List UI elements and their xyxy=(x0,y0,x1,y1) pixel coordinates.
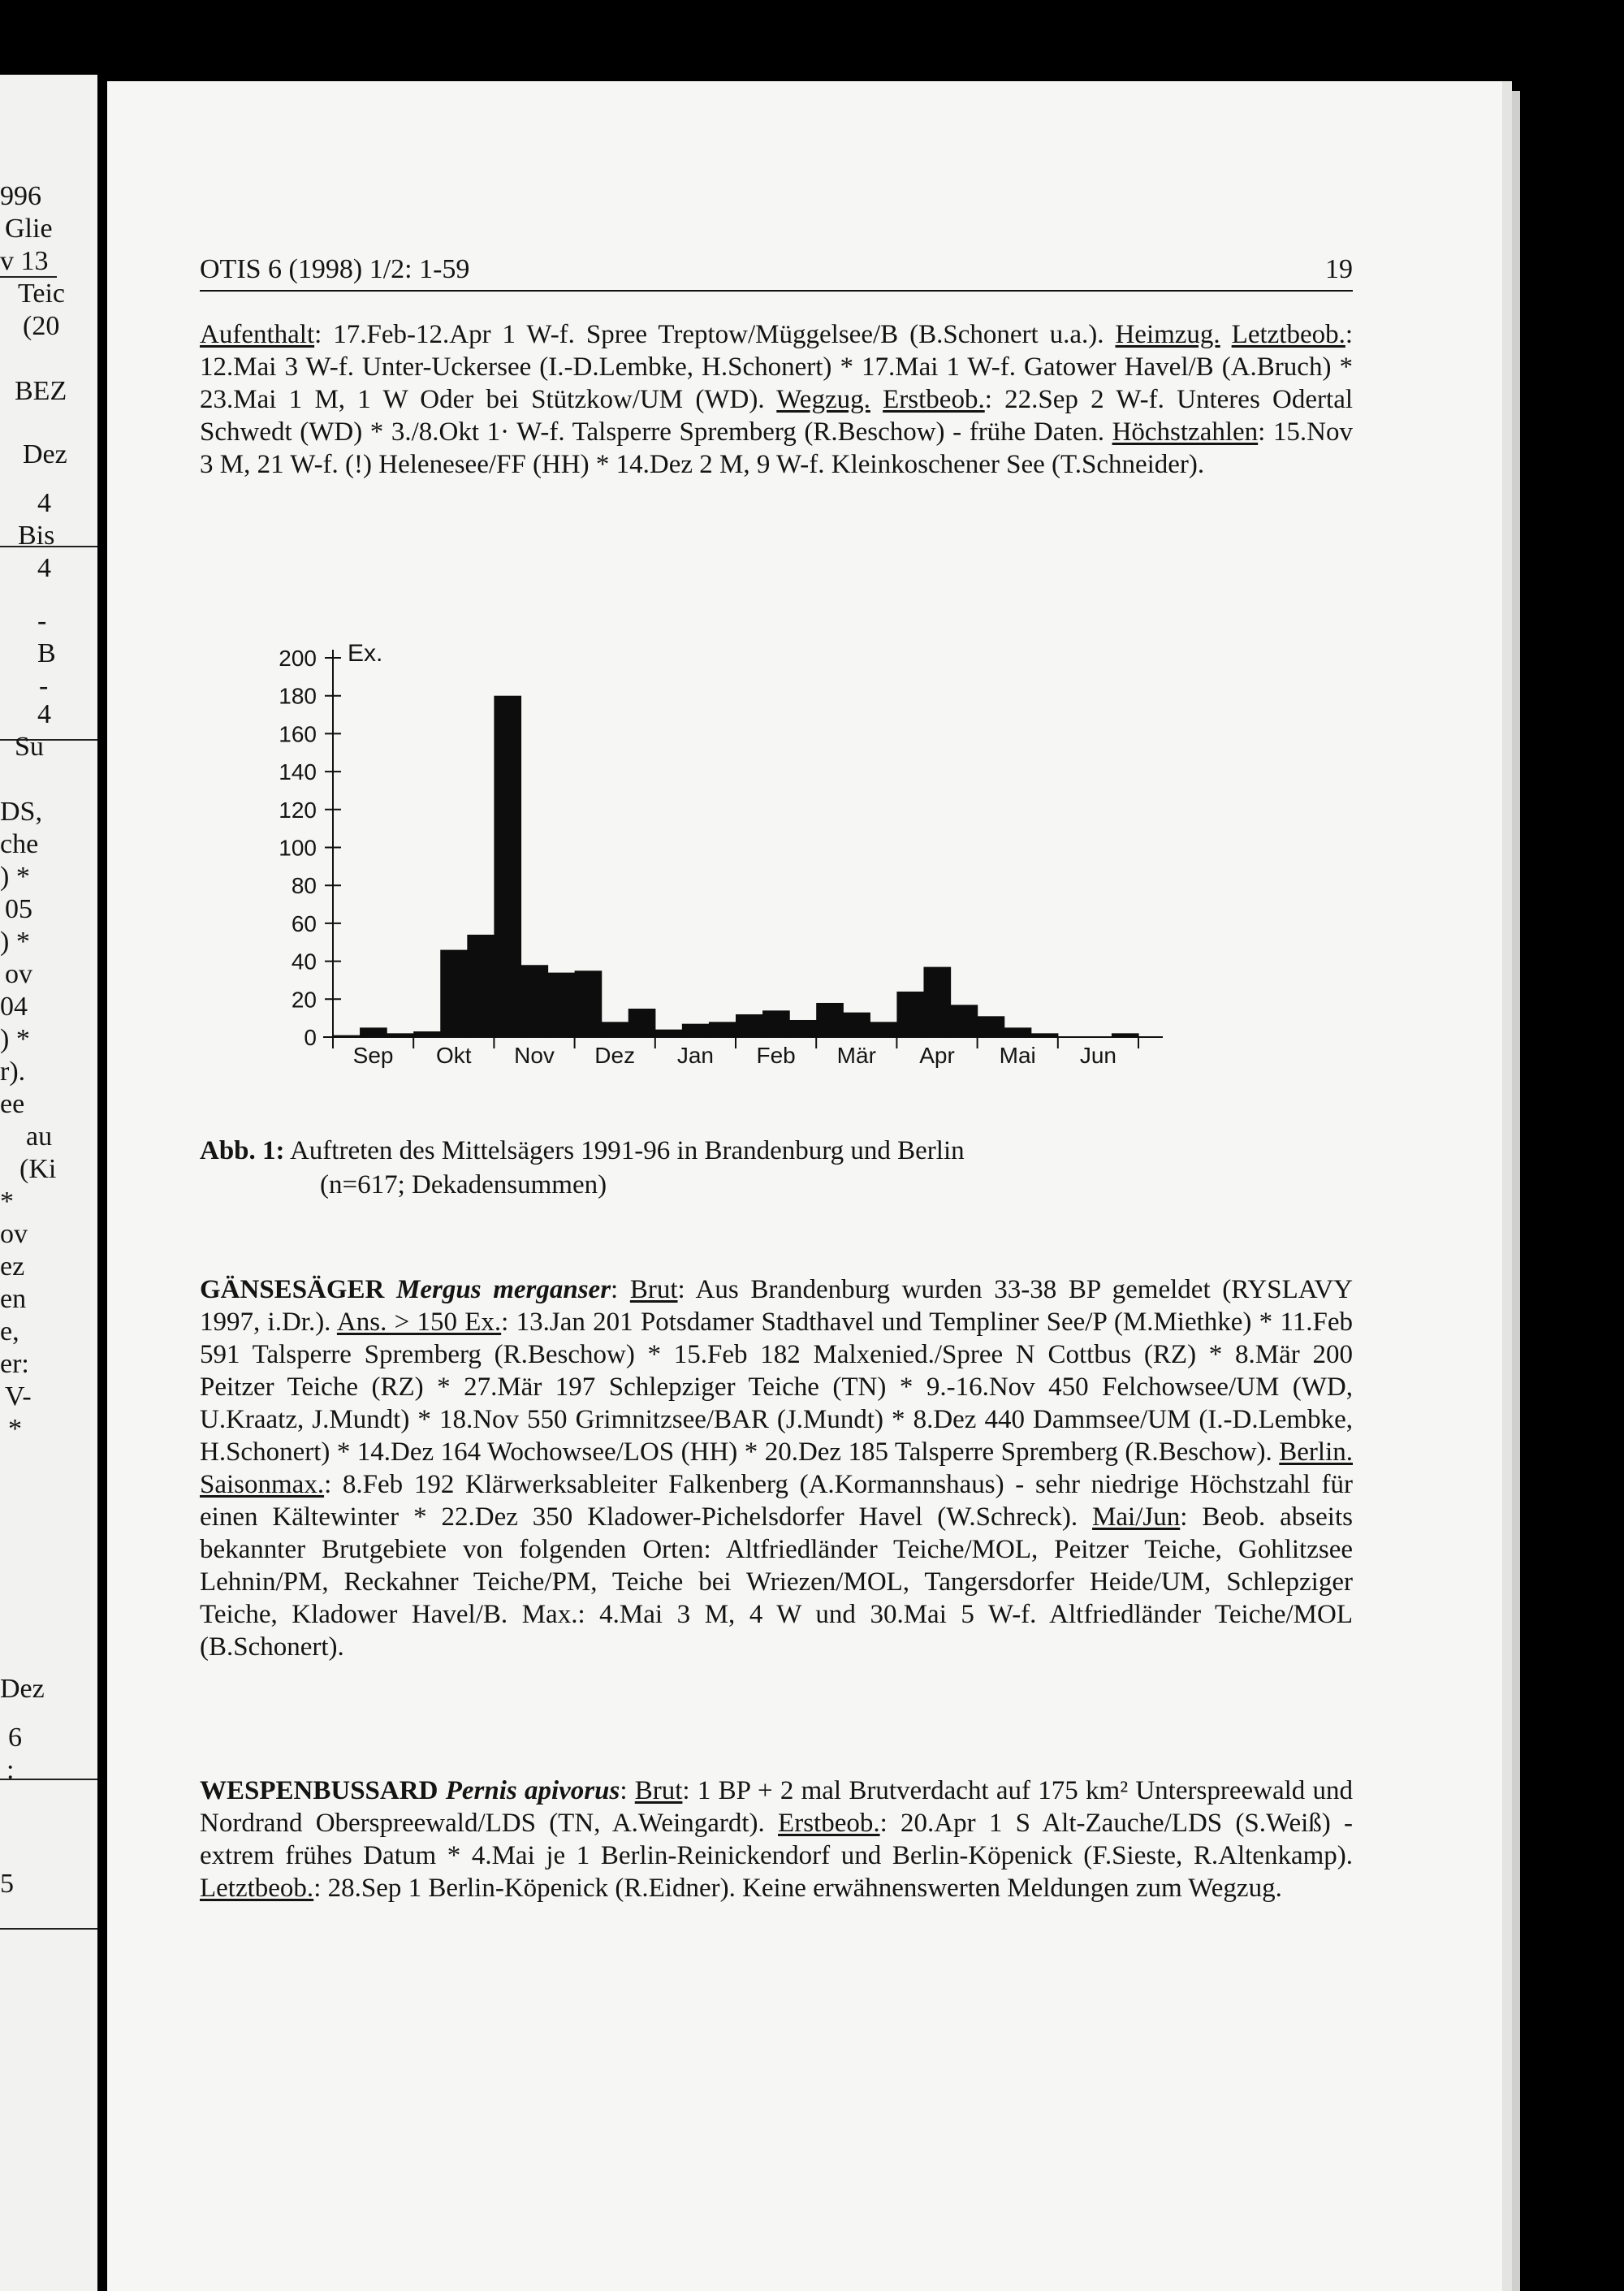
left-page-text-fragment: ov xyxy=(0,1219,28,1249)
left-page-text-fragment: ) * xyxy=(0,862,30,892)
left-page-text-fragment: : xyxy=(6,1755,15,1785)
journal-citation: OTIS 6 (1998) 1/2: 1-59 xyxy=(200,254,470,284)
text-maijun: : Beob. abseits bekannter Brutgebiete von folgenden Orten: Altfriedländer Teiche/MOL, Peitzer Teiche, Gohlitzsee Lehnin/PM, Reckahner Teiche/PM, Teiche bei Wriezen/MOL, Tangersdorfer Heide/UM, Schlepziger Teiche, Kladower Havel/B. Max.: 4.Mai 3 M, 4 W und 30.Mai 5 W-f. Altfriedländer Teiche/MOL (B.Schonert). xyxy=(200,1502,1353,1662)
chart-bar xyxy=(870,1022,897,1037)
y-tick-label: 20 xyxy=(291,987,317,1013)
label-brut: Brut xyxy=(629,1275,678,1304)
left-page-text-fragment: 4 xyxy=(37,699,51,729)
chart-bar xyxy=(602,1022,629,1037)
label-ans: Ans. > 150 Ex. xyxy=(336,1308,502,1337)
chart-bar xyxy=(575,970,603,1037)
x-tick-label: Nov xyxy=(514,1043,555,1068)
chart-bar xyxy=(494,696,521,1037)
y-tick-label: 60 xyxy=(291,910,317,936)
y-tick-label: 40 xyxy=(291,949,317,975)
text-ans: : 13.Jan 201 Potsdamer Stadthavel und Templiner See/P (M.Miethke) * 11.Feb 591 Talsperre Spremberg (R.Beschow) * 15.Feb 182 Malxenied./Spree N Cottbus (RZ) * 8.Mär 200 Peitzer Teiche (RZ) * 27.Mär 197 Schlepziger Teiche (TN) * 9.-16.Nov 450 Felchowsee/UM (WD, U.Kraatz, J.Mundt) * 18.Nov 550 Grimnitzsee/BAR (J.Mundt) * 8.Dez 440 Dammsee/UM (I.-D.Lembke, H.Schonert) * 14.Dez 164 Wochowsee/LOS (HH) * 20.Dez 185 Talsperre Spremberg (R.Beschow). xyxy=(200,1308,1353,1467)
left-page-text-fragment: 996 xyxy=(0,181,41,211)
figure-chart xyxy=(195,609,1169,1080)
text-erstbeob: : 22.Sep 2 W-f. Unteres Odertal Schwedt (WD) * 3./8.Okt 1· W-f. Talsperre Spremberg (R.Beschow) - frühe Daten. xyxy=(200,385,1354,447)
label-berlin: Berlin. xyxy=(1279,1437,1353,1467)
chart-bar xyxy=(816,1003,844,1037)
x-tick-label: Jan xyxy=(676,1043,714,1068)
header-rule xyxy=(200,290,1353,292)
left-page-text-fragment: 5 xyxy=(0,1869,14,1899)
chart-bar xyxy=(1112,1033,1139,1037)
chart-bar xyxy=(333,1035,361,1037)
running-head xyxy=(200,250,1353,289)
chart-bar xyxy=(1031,1033,1059,1037)
label-hoechstzahlen: Höchstzahlen xyxy=(1112,417,1259,447)
text-erstbeob-2: : 20.Apr 1 S Alt-Zauche/LDS (S.Weiß) - extrem frühes Datum * 4.Mai je 1 Berlin-Reinickendorf und Berlin-Köpenick (F.Sieste, R.Altenkamp). xyxy=(200,1809,1354,1870)
x-tick-label: Jun xyxy=(1079,1043,1116,1068)
label-brut-2: Brut xyxy=(634,1776,683,1805)
text-hoechstzahlen: : 15.Nov 3 M, 21 W-f. (!) Helenesee/FF (HH) * 14.Dez 2 M, 9 W-f. Kleinkoschener See (T.Schneider). xyxy=(200,417,1354,479)
left-page-text-fragment: 04 xyxy=(0,992,28,1022)
label-aufenthalt: Aufenthalt xyxy=(200,320,315,349)
left-page-text-fragment: Glie xyxy=(5,214,53,244)
label-letztbeob-2: Letztbeob. xyxy=(200,1874,314,1903)
text-brut: : Aus Brandenburg wurden 33-38 BP gemeldet (RYSLAVY 1997, i.Dr.). xyxy=(200,1275,1354,1337)
left-page-text-fragment: V- xyxy=(5,1381,32,1411)
y-tick-label: 160 xyxy=(279,721,317,747)
chart-bar xyxy=(843,1013,870,1037)
chart-bar xyxy=(923,967,951,1037)
species-name: GÄNSESÄGER xyxy=(200,1275,385,1304)
left-page-text-fragment: Su xyxy=(15,732,44,762)
species-colon: : xyxy=(611,1275,630,1304)
chart-bar xyxy=(1004,1027,1032,1037)
species-colon-2: : xyxy=(620,1776,635,1805)
chart-bar xyxy=(789,1020,817,1037)
chart-bar xyxy=(736,1014,763,1037)
left-page-text-fragment: 05 xyxy=(5,894,32,924)
left-page-text-fragment: ez xyxy=(0,1251,25,1282)
page-number: 19 xyxy=(1325,254,1353,284)
left-page-text-fragment: r). xyxy=(0,1057,26,1087)
left-page-text-fragment: au xyxy=(26,1122,53,1152)
text-brut-2: : 1 BP + 2 mal Brutverdacht auf 175 km² Unterspreewald und Nordrand Oberspreewald/LDS (TN, A.Weingardt). xyxy=(200,1776,1354,1838)
species-latin-2: Pernis apivorus xyxy=(445,1776,620,1805)
chart-bar xyxy=(655,1030,683,1037)
y-tick-label: 0 xyxy=(304,1025,317,1050)
left-page-text-fragment: 4 xyxy=(37,553,51,583)
text-saisonmax: : 8.Feb 192 Klärwerksableiter Falkenberg (A.Kormannshaus) - sehr niedrige Höchstzahl für einen Kältewinter * 22.Dez 350 Kladower-Pichelsdorfer Havel (W.Schreck). xyxy=(200,1470,1353,1532)
paragraph-wespenbussard xyxy=(200,1774,1353,1904)
left-page-text-fragment: ee xyxy=(0,1089,25,1119)
label-erstbeob: Erstbeob. xyxy=(883,385,985,414)
x-tick-label: Mai xyxy=(999,1043,1036,1068)
x-tick-label: Apr xyxy=(919,1043,955,1068)
chart-bar xyxy=(387,1033,414,1037)
left-table-rule-3 xyxy=(0,1779,97,1780)
chart-bar xyxy=(548,973,576,1037)
left-table-rule-4 xyxy=(0,1928,97,1930)
text-letztbeob: : 12.Mai 3 W-f. Unter-Uckersee (I.-D.Lembke, H.Schonert) * 17.Mai 1 W-f. Gatower Havel/B (A.Bruch) * 23.Mai 1 M, 1 W Oder bei Stützkow/UM (WD). xyxy=(200,320,1354,414)
figure-caption xyxy=(200,1134,1353,1202)
label-letztbeob: Letztbeob. xyxy=(1231,320,1345,349)
y-tick-label: 140 xyxy=(279,759,317,785)
y-tick-label: 200 xyxy=(279,646,317,671)
x-tick-label: Mär xyxy=(836,1043,876,1068)
left-page-text-fragment: (Ki xyxy=(19,1154,57,1184)
left-page-text-fragment: Bis xyxy=(18,521,55,551)
species-latin: Mergus merganser xyxy=(396,1275,611,1304)
text-aufenthalt: : 17.Feb-12.Apr 1 W-f. Spree Treptow/Müggelsee/B (B.Schonert u.a.). xyxy=(314,320,1116,349)
left-page-text-fragment: ov xyxy=(5,959,32,989)
left-page-text-fragment: BEZ xyxy=(15,376,67,406)
page-edge-back xyxy=(1512,91,1520,2291)
label-maijun: Mai/Jun xyxy=(1092,1502,1181,1532)
caption-label: Abb. 1: xyxy=(200,1136,285,1165)
left-page-text-fragment: che xyxy=(0,829,39,859)
x-tick-label: Feb xyxy=(756,1043,796,1068)
left-page-text-fragment: ) * xyxy=(0,927,30,957)
left-page-fragment xyxy=(0,75,97,2291)
y-tick-label: 120 xyxy=(279,797,317,823)
label-wegzug: Wegzug. xyxy=(776,385,870,414)
label-saisonmax: Saisonmax. xyxy=(200,1470,325,1499)
left-page-text-fragment: Dez xyxy=(0,1674,45,1704)
left-page-text-fragment: (20 xyxy=(23,311,60,341)
chart-bar xyxy=(896,992,924,1037)
left-page-text-fragment: 4 xyxy=(37,488,51,518)
y-tick-label: 100 xyxy=(279,835,317,861)
chart-bar xyxy=(628,1009,656,1037)
left-page-text-fragment: DS, xyxy=(0,797,42,827)
bar-chart xyxy=(195,609,1169,1080)
left-page-text-fragment: 6 xyxy=(8,1723,22,1753)
left-page-text-fragment: - xyxy=(39,671,49,701)
left-page-text-fragment: Dez xyxy=(23,439,67,469)
x-tick-label: Sep xyxy=(352,1043,394,1068)
page-edge xyxy=(1502,81,1512,2291)
paragraph-gaensesaeger xyxy=(200,1273,1353,1663)
chart-bar xyxy=(360,1027,387,1037)
chart-bar xyxy=(762,1010,790,1037)
chart-bar xyxy=(520,965,548,1037)
chart-bar xyxy=(682,1024,710,1037)
chart-bar xyxy=(467,935,495,1037)
caption-line-2: (n=617; Dekadensummen) xyxy=(320,1170,607,1200)
left-page-text-fragment: * xyxy=(0,1187,14,1217)
left-page-text-fragment: v 13 xyxy=(0,246,49,276)
y-tick-label: 80 xyxy=(291,873,317,899)
chart-bar xyxy=(413,1031,441,1037)
left-page-text-fragment: * xyxy=(8,1414,22,1444)
x-tick-label: Dez xyxy=(594,1043,636,1068)
left-page-text-fragment: Teic xyxy=(18,279,66,309)
paragraph-mittelsaeger-continued xyxy=(200,318,1353,481)
chart-bar xyxy=(978,1016,1005,1037)
left-page-text-fragment: er: xyxy=(0,1349,29,1379)
y-tick-label: 180 xyxy=(279,683,317,709)
left-page-text-fragment: ) * xyxy=(0,1024,30,1054)
left-page-text-fragment: - xyxy=(37,606,47,636)
label-heimzug: Heimzug. xyxy=(1115,320,1220,349)
caption-line-1: Auftreten des Mittelsägers 1991-96 in Brandenburg und Berlin xyxy=(289,1136,965,1165)
x-tick-label: Okt xyxy=(436,1043,472,1068)
left-page-text-fragment: en xyxy=(0,1284,27,1314)
left-page-text-fragment: e, xyxy=(0,1316,19,1347)
y-axis-title: Ex. xyxy=(348,640,383,667)
label-erstbeob-2: Erstbeob. xyxy=(778,1809,880,1838)
left-page-text-fragment: B xyxy=(37,638,56,668)
chart-bar xyxy=(951,1005,978,1037)
species-name-2: WESPENBUSSARD xyxy=(200,1776,438,1805)
chart-bar xyxy=(709,1022,736,1037)
chart-bar xyxy=(440,950,468,1037)
text-letztbeob-2: : 28.Sep 1 Berlin-Köpenick (R.Eidner). Keine erwähnenswerten Meldungen zum Wegzug. xyxy=(313,1874,1282,1903)
